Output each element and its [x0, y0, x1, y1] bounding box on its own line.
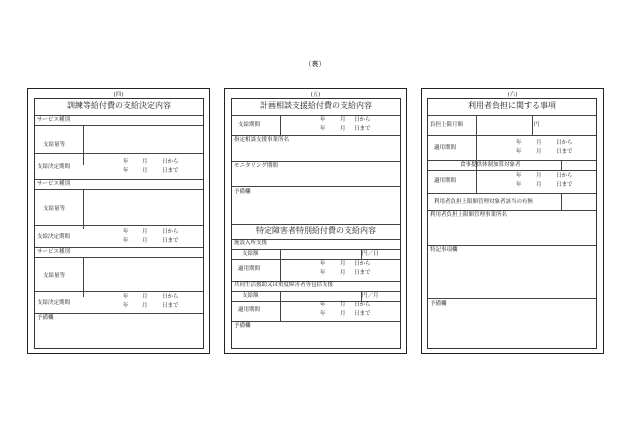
panel-user-burden: [421, 88, 604, 354]
month-label: 月: [142, 159, 148, 165]
year-label: 年: [320, 311, 326, 317]
year-label: 年: [320, 117, 326, 123]
day-to-label: 日まで: [354, 126, 371, 132]
apply-period-label: 適用期間: [238, 307, 261, 313]
day-to-label: 日まで: [556, 149, 573, 155]
amount-label: 支給量等: [43, 142, 66, 148]
apply-period-label: 適用期間: [434, 145, 457, 151]
day-from-label: 日から: [556, 173, 573, 179]
amount-label: 支給量等: [43, 273, 66, 279]
year-label: 年: [516, 173, 522, 179]
amount-label: 支給量等: [43, 206, 66, 212]
remarks-label: 予備欄: [37, 315, 54, 321]
section-heading: 訓練等給付費の支給決定内容: [67, 101, 171, 110]
panel-consultation-benefit: [224, 88, 407, 354]
service-type-label: サービス種別: [37, 181, 71, 187]
panel-number: (四): [113, 92, 124, 98]
limit-office-label: 利用者負担上限額管理事業所名: [430, 212, 508, 218]
month-label: 月: [340, 270, 346, 276]
day-from-label: 日から: [354, 261, 371, 267]
year-label: 年: [123, 159, 129, 165]
meal-label: 食事提供体制加算対象者: [460, 162, 521, 168]
month-label: 月: [142, 238, 148, 244]
day-from-label: 日から: [162, 294, 179, 300]
monitoring-label: モニタリング期間: [234, 163, 278, 169]
year-label: 年: [123, 303, 129, 309]
section-heading: 計画相談支援給付費の支給内容: [260, 101, 372, 110]
month-label: 月: [142, 229, 148, 235]
panel-frame: [427, 98, 597, 349]
period-label: 支給決定期間: [37, 300, 71, 306]
panel-training-benefit: [27, 88, 210, 354]
pay-amount-label: 支給額: [242, 251, 259, 257]
year-label: 年: [123, 168, 129, 174]
year-label: 年: [320, 270, 326, 276]
facility-label: 施設入所支援: [234, 240, 268, 246]
month-label: 月: [142, 303, 148, 309]
day-from-label: 日から: [354, 117, 371, 123]
panel-number: (六): [507, 92, 518, 98]
yen-label: 円: [534, 122, 540, 128]
month-label: 月: [536, 173, 542, 179]
month-label: 月: [340, 261, 346, 267]
remarks-label: 予備欄: [234, 323, 251, 329]
day-from-label: 日から: [162, 159, 179, 165]
period-label: 支給決定期間: [37, 234, 71, 240]
month-label: 月: [536, 140, 542, 146]
apply-period-label: 適用期間: [238, 266, 261, 272]
yen-per-day-label: 円／日: [362, 251, 379, 257]
year-label: 年: [516, 140, 522, 146]
period-label: 支給期間: [238, 122, 261, 128]
year-label: 年: [320, 126, 326, 132]
page-title: （裏）: [304, 60, 326, 68]
day-to-label: 日まで: [354, 311, 371, 317]
year-label: 年: [320, 302, 326, 308]
notes-label: 特記事項欄: [430, 247, 458, 253]
year-label: 年: [123, 229, 129, 235]
apply-period-label: 適用期間: [434, 178, 457, 184]
remarks-label: 予備欄: [430, 301, 447, 307]
year-label: 年: [123, 294, 129, 300]
day-to-label: 日まで: [162, 168, 179, 174]
month-label: 月: [340, 311, 346, 317]
month-label: 月: [536, 149, 542, 155]
day-to-label: 日まで: [354, 270, 371, 276]
day-from-label: 日から: [556, 140, 573, 146]
service-type-label: サービス種別: [37, 117, 71, 123]
year-label: 年: [320, 261, 326, 267]
panel-number: (五): [310, 92, 321, 98]
section-heading: 特定障害者特別給付費の支給内容: [256, 226, 376, 235]
panel-frame: [231, 98, 401, 349]
yen-per-month-label: 円／月: [362, 293, 379, 299]
month-label: 月: [340, 302, 346, 308]
year-label: 年: [516, 149, 522, 155]
month-label: 月: [536, 182, 542, 188]
limit-management-label: 利用者負担上限額管理対象者該当の有無: [434, 199, 534, 205]
year-label: 年: [516, 182, 522, 188]
day-from-label: 日から: [162, 229, 179, 235]
month-label: 月: [142, 294, 148, 300]
pay-amount-label: 支給額: [242, 293, 259, 299]
month-label: 月: [340, 117, 346, 123]
period-label: 支給決定期間: [37, 164, 71, 170]
limit-label: 負担上限月額: [430, 122, 464, 128]
day-to-label: 日まで: [162, 238, 179, 244]
day-to-label: 日まで: [162, 303, 179, 309]
year-label: 年: [123, 238, 129, 244]
month-label: 月: [142, 168, 148, 174]
panel-frame: [34, 98, 204, 349]
day-from-label: 日から: [354, 302, 371, 308]
provider-label: 指定相談支援事業所名: [234, 137, 290, 143]
remarks-label: 予備欄: [234, 189, 251, 195]
service-type-label: サービス種別: [37, 249, 71, 255]
section-heading: 利用者負担に関する事項: [468, 101, 556, 110]
day-to-label: 日まで: [556, 182, 573, 188]
group-home-label: 共同生活援助又は重度障害者等包括支援: [234, 282, 334, 288]
month-label: 月: [340, 126, 346, 132]
